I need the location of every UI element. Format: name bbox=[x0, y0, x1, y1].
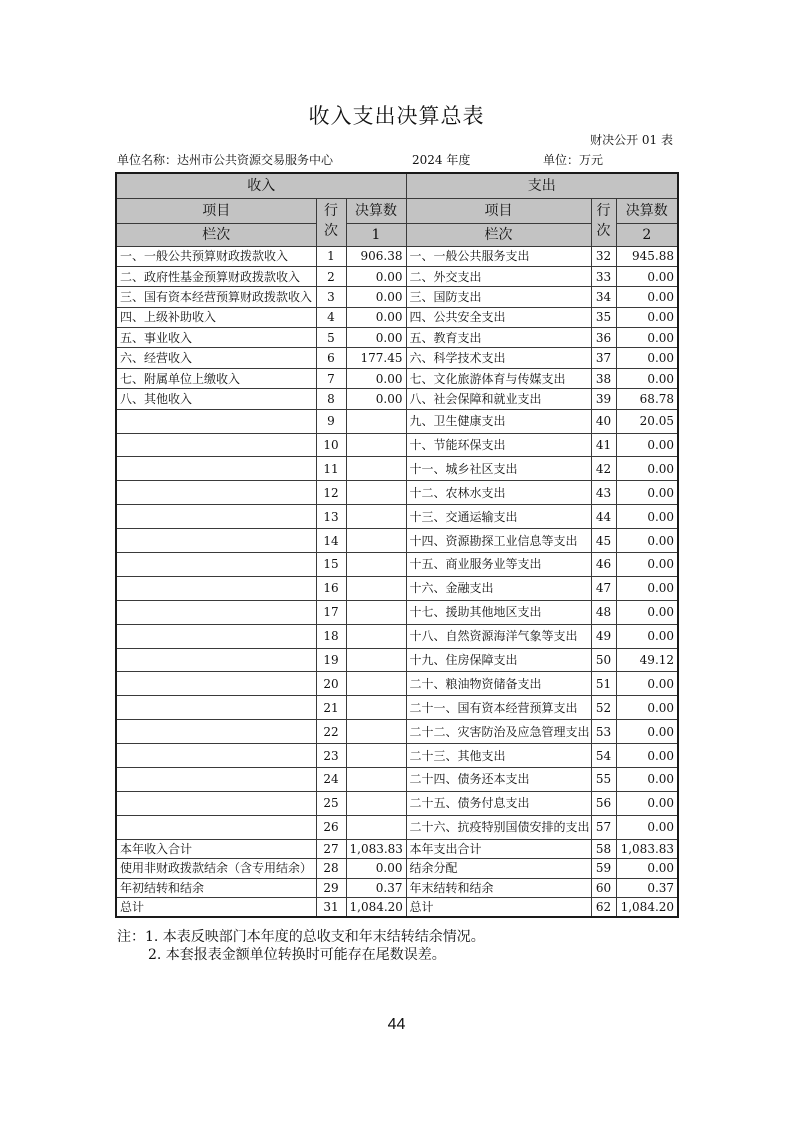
expense-row-number-cell: 34 bbox=[591, 287, 616, 307]
expense-row-number-cell: 36 bbox=[591, 328, 616, 348]
expense-item-cell: 十六、金融支出 bbox=[406, 576, 591, 600]
expense-row-number-cell: 43 bbox=[591, 481, 616, 505]
expense-row-number-cell: 39 bbox=[591, 389, 616, 409]
income-item-cell bbox=[116, 648, 316, 672]
expense-item-cell: 二十一、国有资本经营预算支出 bbox=[406, 696, 591, 720]
income-row-number-cell: 20 bbox=[316, 672, 346, 696]
expense-item-cell: 二十六、抗疫特别国债安排的支出 bbox=[406, 815, 591, 839]
income-row-number-cell: 23 bbox=[316, 744, 346, 768]
table-row bbox=[116, 672, 678, 696]
income-row-number-cell: 21 bbox=[316, 696, 346, 720]
income-row-number-cell: 31 bbox=[316, 898, 346, 918]
table-row bbox=[116, 409, 678, 433]
table-row bbox=[116, 368, 678, 388]
note-line-2: 2. 本套报表金额单位转换时可能存在尾数误差。 bbox=[148, 947, 446, 963]
expense-row-number-cell: 52 bbox=[591, 696, 616, 720]
income-item-cell bbox=[116, 815, 316, 839]
table-row bbox=[116, 815, 678, 839]
income-item-cell: 三、国有资本经营预算财政拨款收入 bbox=[116, 287, 316, 307]
table-row bbox=[116, 328, 678, 348]
expense-column-label: 栏次 bbox=[406, 223, 591, 246]
income-amount-cell bbox=[346, 600, 406, 624]
table-row bbox=[116, 576, 678, 600]
income-item-cell: 七、附属单位上缴收入 bbox=[116, 368, 316, 388]
expense-row-number-cell: 60 bbox=[591, 878, 616, 898]
table-row bbox=[116, 307, 678, 327]
table-row bbox=[116, 505, 678, 529]
table-body bbox=[116, 246, 678, 917]
expense-item-cell: 七、文化旅游体育与传媒支出 bbox=[406, 368, 591, 388]
table-row bbox=[116, 457, 678, 481]
expense-item-cell: 总计 bbox=[406, 898, 591, 918]
expense-amount-cell: 1,084.20 bbox=[616, 898, 678, 918]
table-row bbox=[116, 859, 678, 879]
expense-row-number-cell: 56 bbox=[591, 791, 616, 815]
income-item-cell: 年初结转和结余 bbox=[116, 878, 316, 898]
expense-row-number-cell: 53 bbox=[591, 720, 616, 744]
income-amount-cell bbox=[346, 696, 406, 720]
income-amount-cell bbox=[346, 457, 406, 481]
expense-amount-cell: 0.00 bbox=[616, 791, 678, 815]
income-amount-cell: 906.38 bbox=[346, 246, 406, 266]
page-number: 44 bbox=[387, 1016, 406, 1033]
expense-amount-cell: 0.00 bbox=[616, 672, 678, 696]
income-row-number-cell: 7 bbox=[316, 368, 346, 388]
expense-row-number-cell: 35 bbox=[591, 307, 616, 327]
expense-row-number-cell: 45 bbox=[591, 529, 616, 553]
expense-row-number-cell: 44 bbox=[591, 505, 616, 529]
expense-amount-cell: 0.00 bbox=[616, 287, 678, 307]
expense-item-cell: 九、卫生健康支出 bbox=[406, 409, 591, 433]
expense-item-cell: 十三、交通运输支出 bbox=[406, 505, 591, 529]
expense-amount-cell: 0.00 bbox=[616, 720, 678, 744]
income-row-number-cell: 6 bbox=[316, 348, 346, 368]
table-row bbox=[116, 481, 678, 505]
income-row-number-cell: 12 bbox=[316, 481, 346, 505]
expense-item-cell: 十、节能环保支出 bbox=[406, 433, 591, 457]
income-amount-cell bbox=[346, 720, 406, 744]
income-item-cell: 总计 bbox=[116, 898, 316, 918]
income-row-number-label: 行次 bbox=[324, 203, 338, 239]
income-item-cell: 八、其他收入 bbox=[116, 389, 316, 409]
expense-amount-cell: 0.00 bbox=[616, 266, 678, 286]
expense-amount-cell: 0.00 bbox=[616, 696, 678, 720]
table-row bbox=[116, 600, 678, 624]
expense-amount-cell: 0.00 bbox=[616, 481, 678, 505]
income-item-cell: 使用非财政拨款结余（含专用结余） bbox=[116, 859, 316, 879]
income-amount-cell bbox=[346, 744, 406, 768]
income-item-cell bbox=[116, 481, 316, 505]
expense-column-number: 2 bbox=[616, 223, 678, 246]
expense-item-cell: 二十三、其他支出 bbox=[406, 744, 591, 768]
expense-item-cell: 十五、商业服务业等支出 bbox=[406, 552, 591, 576]
income-row-number-cell: 15 bbox=[316, 552, 346, 576]
income-amount-cell bbox=[346, 791, 406, 815]
expense-row-number-cell: 32 bbox=[591, 246, 616, 266]
table-row bbox=[116, 624, 678, 648]
table-row bbox=[116, 433, 678, 457]
income-item-cell bbox=[116, 791, 316, 815]
expense-row-number-cell: 58 bbox=[591, 839, 616, 859]
table-row bbox=[116, 878, 678, 898]
expense-item-cell: 五、教育支出 bbox=[406, 328, 591, 348]
expense-amount-cell: 0.00 bbox=[616, 457, 678, 481]
income-row-number-cell: 5 bbox=[316, 328, 346, 348]
expense-amount-cell: 0.00 bbox=[616, 529, 678, 553]
income-item-cell: 二、政府性基金预算财政拨款收入 bbox=[116, 266, 316, 286]
income-column-label: 栏次 bbox=[116, 223, 316, 246]
income-amount-cell: 177.45 bbox=[346, 348, 406, 368]
expense-amount-header: 决算数 bbox=[616, 198, 678, 223]
expense-amount-cell: 0.37 bbox=[616, 878, 678, 898]
expense-item-cell: 二十四、债务还本支出 bbox=[406, 767, 591, 791]
currency-unit: 单位：万元 bbox=[543, 153, 604, 167]
income-column-number: 1 bbox=[346, 223, 406, 246]
income-amount-cell: 0.00 bbox=[346, 266, 406, 286]
expense-amount-cell: 0.00 bbox=[616, 767, 678, 791]
income-row-number-cell: 19 bbox=[316, 648, 346, 672]
header-row-sections bbox=[116, 173, 678, 198]
income-amount-cell: 0.00 bbox=[346, 287, 406, 307]
income-row-number-cell: 14 bbox=[316, 529, 346, 553]
income-item-cell bbox=[116, 744, 316, 768]
income-item-cell bbox=[116, 409, 316, 433]
expense-item-header: 项目 bbox=[406, 198, 591, 223]
header-row-columns bbox=[116, 198, 678, 223]
income-row-number-cell: 16 bbox=[316, 576, 346, 600]
expense-row-number-cell: 50 bbox=[591, 648, 616, 672]
income-amount-cell: 0.00 bbox=[346, 859, 406, 879]
income-row-number-cell: 24 bbox=[316, 767, 346, 791]
expense-item-cell: 十一、城乡社区支出 bbox=[406, 457, 591, 481]
table-row bbox=[116, 767, 678, 791]
expense-row-number-cell: 57 bbox=[591, 815, 616, 839]
table-row bbox=[116, 246, 678, 266]
income-row-number-cell: 27 bbox=[316, 839, 346, 859]
note-line-1: 注：1. 本表反映部门本年度的总收支和年末结转结余情况。 bbox=[117, 929, 485, 945]
expense-row-number-cell: 51 bbox=[591, 672, 616, 696]
income-amount-cell: 1,083.83 bbox=[346, 839, 406, 859]
income-row-number-cell: 4 bbox=[316, 307, 346, 327]
income-row-number-cell: 2 bbox=[316, 266, 346, 286]
income-amount-cell: 0.00 bbox=[346, 368, 406, 388]
income-amount-cell bbox=[346, 624, 406, 648]
expense-amount-cell: 0.00 bbox=[616, 328, 678, 348]
expense-item-cell: 一、一般公共服务支出 bbox=[406, 246, 591, 266]
expense-item-cell: 三、国防支出 bbox=[406, 287, 591, 307]
page-title: 收入支出决算总表 bbox=[308, 104, 485, 128]
income-amount-cell bbox=[346, 433, 406, 457]
expense-item-cell: 十七、援助其他地区支出 bbox=[406, 600, 591, 624]
expense-item-cell: 十四、资源勘探工业信息等支出 bbox=[406, 529, 591, 553]
table-row bbox=[116, 552, 678, 576]
expense-amount-cell: 1,083.83 bbox=[616, 839, 678, 859]
income-row-number-cell: 8 bbox=[316, 389, 346, 409]
expense-item-cell: 四、公共安全支出 bbox=[406, 307, 591, 327]
expense-item-cell: 八、社会保障和就业支出 bbox=[406, 389, 591, 409]
income-item-cell bbox=[116, 624, 316, 648]
expense-amount-cell: 68.78 bbox=[616, 389, 678, 409]
table-row bbox=[116, 791, 678, 815]
expense-row-number-label: 行次 bbox=[596, 203, 611, 239]
table-row bbox=[116, 648, 678, 672]
income-item-cell: 本年收入合计 bbox=[116, 839, 316, 859]
expense-item-cell: 二十二、灾害防治及应急管理支出 bbox=[406, 720, 591, 744]
income-row-number-cell: 22 bbox=[316, 720, 346, 744]
expense-item-cell: 年末结转和结余 bbox=[406, 878, 591, 898]
income-row-number-cell: 18 bbox=[316, 624, 346, 648]
expense-amount-cell: 0.00 bbox=[616, 368, 678, 388]
expense-item-cell: 十八、自然资源海洋气象等支出 bbox=[406, 624, 591, 648]
expense-amount-cell: 0.00 bbox=[616, 552, 678, 576]
income-item-cell bbox=[116, 576, 316, 600]
income-row-number-cell: 1 bbox=[316, 246, 346, 266]
expense-item-cell: 本年支出合计 bbox=[406, 839, 591, 859]
income-section-header: 收入 bbox=[116, 173, 406, 198]
expense-row-number-cell: 47 bbox=[591, 576, 616, 600]
income-amount-header: 决算数 bbox=[346, 198, 406, 223]
table-row bbox=[116, 898, 678, 918]
table-row bbox=[116, 287, 678, 307]
expense-item-cell: 二、外交支出 bbox=[406, 266, 591, 286]
expense-row-number-cell: 49 bbox=[591, 624, 616, 648]
income-row-number-cell: 29 bbox=[316, 878, 346, 898]
income-item-cell bbox=[116, 529, 316, 553]
expense-item-cell: 十二、农林水支出 bbox=[406, 481, 591, 505]
expense-item-cell: 结余分配 bbox=[406, 859, 591, 879]
expense-amount-cell: 0.00 bbox=[616, 433, 678, 457]
income-item-cell bbox=[116, 552, 316, 576]
expense-row-number-cell: 33 bbox=[591, 266, 616, 286]
income-amount-cell bbox=[346, 481, 406, 505]
income-item-cell bbox=[116, 433, 316, 457]
income-row-number-cell: 17 bbox=[316, 600, 346, 624]
income-item-cell: 五、事业收入 bbox=[116, 328, 316, 348]
expense-row-number-header bbox=[591, 198, 616, 246]
expense-row-number-cell: 59 bbox=[591, 859, 616, 879]
income-row-number-cell: 13 bbox=[316, 505, 346, 529]
expense-amount-cell: 20.05 bbox=[616, 409, 678, 433]
expense-row-number-cell: 41 bbox=[591, 433, 616, 457]
table-row bbox=[116, 348, 678, 368]
income-row-number-cell: 11 bbox=[316, 457, 346, 481]
expense-amount-cell: 49.12 bbox=[616, 648, 678, 672]
expense-row-number-cell: 48 bbox=[591, 600, 616, 624]
income-item-header: 项目 bbox=[116, 198, 316, 223]
table-row bbox=[116, 266, 678, 286]
income-item-cell bbox=[116, 672, 316, 696]
income-item-cell bbox=[116, 600, 316, 624]
income-amount-cell: 0.00 bbox=[346, 328, 406, 348]
expense-amount-cell: 0.00 bbox=[616, 576, 678, 600]
expense-amount-cell: 0.00 bbox=[616, 348, 678, 368]
income-amount-cell: 1,084.20 bbox=[346, 898, 406, 918]
income-row-number-cell: 3 bbox=[316, 287, 346, 307]
table-row bbox=[116, 839, 678, 859]
income-item-cell: 四、上级补助收入 bbox=[116, 307, 316, 327]
expense-row-number-cell: 62 bbox=[591, 898, 616, 918]
income-row-number-cell: 9 bbox=[316, 409, 346, 433]
income-amount-cell bbox=[346, 576, 406, 600]
income-expense-table bbox=[115, 172, 679, 918]
unit-name: 单位名称：达州市公共资源交易服务中心 bbox=[117, 153, 334, 167]
expense-row-number-cell: 42 bbox=[591, 457, 616, 481]
income-item-cell bbox=[116, 720, 316, 744]
expense-row-number-cell: 37 bbox=[591, 348, 616, 368]
income-amount-cell bbox=[346, 529, 406, 553]
expense-row-number-cell: 54 bbox=[591, 744, 616, 768]
expense-row-number-cell: 46 bbox=[591, 552, 616, 576]
expense-amount-cell: 0.00 bbox=[616, 600, 678, 624]
income-item-cell bbox=[116, 505, 316, 529]
income-amount-cell bbox=[346, 672, 406, 696]
income-row-number-cell: 25 bbox=[316, 791, 346, 815]
expense-amount-cell: 945.88 bbox=[616, 246, 678, 266]
form-code: 财决公开 01 表 bbox=[590, 133, 673, 147]
table-row bbox=[116, 696, 678, 720]
income-amount-cell bbox=[346, 648, 406, 672]
income-row-number-cell: 28 bbox=[316, 859, 346, 879]
table-row bbox=[116, 744, 678, 768]
expense-amount-cell: 0.00 bbox=[616, 307, 678, 327]
income-item-cell bbox=[116, 696, 316, 720]
income-amount-cell bbox=[346, 815, 406, 839]
expense-amount-cell: 0.00 bbox=[616, 859, 678, 879]
income-item-cell: 一、一般公共预算财政拨款收入 bbox=[116, 246, 316, 266]
income-amount-cell bbox=[346, 552, 406, 576]
expense-section-header: 支出 bbox=[406, 173, 678, 198]
income-row-number-cell: 26 bbox=[316, 815, 346, 839]
expense-amount-cell: 0.00 bbox=[616, 815, 678, 839]
income-amount-cell: 0.00 bbox=[346, 307, 406, 327]
expense-item-cell: 十九、住房保障支出 bbox=[406, 648, 591, 672]
expense-item-cell: 六、科学技术支出 bbox=[406, 348, 591, 368]
fiscal-year: 2024 年度 bbox=[412, 153, 471, 167]
table-row bbox=[116, 720, 678, 744]
income-amount-cell: 0.00 bbox=[346, 389, 406, 409]
income-row-number-header bbox=[316, 198, 346, 246]
income-amount-cell bbox=[346, 505, 406, 529]
expense-amount-cell: 0.00 bbox=[616, 505, 678, 529]
income-row-number-cell: 10 bbox=[316, 433, 346, 457]
expense-row-number-cell: 40 bbox=[591, 409, 616, 433]
expense-row-number-cell: 55 bbox=[591, 767, 616, 791]
income-item-cell: 六、经营收入 bbox=[116, 348, 316, 368]
income-item-cell bbox=[116, 457, 316, 481]
table-header bbox=[116, 173, 678, 246]
table-row bbox=[116, 529, 678, 553]
expense-amount-cell: 0.00 bbox=[616, 744, 678, 768]
expense-item-cell: 二十五、债务付息支出 bbox=[406, 791, 591, 815]
table-row bbox=[116, 389, 678, 409]
expense-item-cell: 二十、粮油物资储备支出 bbox=[406, 672, 591, 696]
income-amount-cell: 0.37 bbox=[346, 878, 406, 898]
income-amount-cell bbox=[346, 409, 406, 433]
income-amount-cell bbox=[346, 767, 406, 791]
income-item-cell bbox=[116, 767, 316, 791]
expense-amount-cell: 0.00 bbox=[616, 624, 678, 648]
expense-row-number-cell: 38 bbox=[591, 368, 616, 388]
